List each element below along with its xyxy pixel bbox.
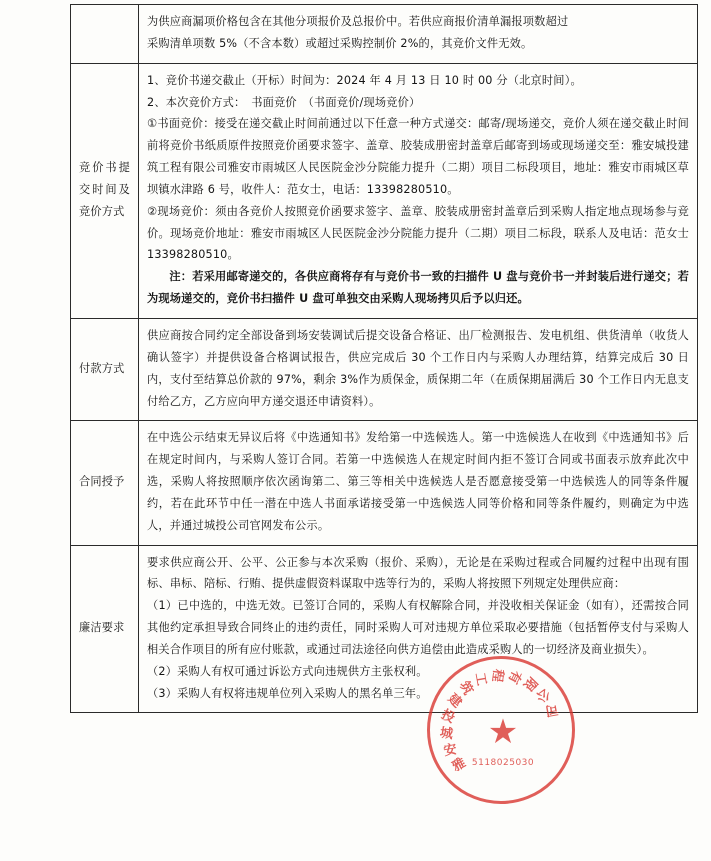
paragraph: （1）已中选的，中选无效。已签订合同的，采购人有权解除合同，并没收相关保证金（如有），还需按合同其他约定承担导致合同终止的违约责任，同时采购人可对违规方单位采取必要措施（包括暂停支付与采购人相关合作项目的所有应付账款，或通过司法途径向供方追偿由此造成采购人的一切经济及商业损失）。	[147, 599, 689, 656]
seal-code: 5118025030	[471, 758, 535, 768]
table-row	[71, 63, 698, 318]
paragraph: ②现场竞价：须由各竞价人按照竞价函要求签字、盖章、胶装成册密封盖章后到采购人指定地点现场参与竞价。现场竞价地址：雅安市雨城区人民医院金沙分院能力提升（二期）项目二标段，联系人及电话：范女士 13398280510。	[147, 204, 689, 262]
paragraph: 2、本次竞价方式： 书面竞价 （书面竞价/现场竞价）	[147, 95, 421, 109]
paragraph: 采购清单项数 5%（不含本数）或超过采购控制价 2%的，其竞价文件无效。	[147, 36, 533, 50]
row-label-continuation	[71, 5, 139, 64]
row-content-continuation	[139, 5, 698, 64]
paragraph: （3）采购人有权将违规单位列入采购人的黑名单三年。	[147, 686, 428, 700]
paragraph: ①书面竞价：接受在递交截止时间前通过以下任意一种方式递交：邮寄/现场递交，竞价人须在递交截止时间前将竞价书纸质原件按照竞价函要求签字、盖章、胶装成册密封盖章后邮寄到场或现场递交至：雅安城投建筑工程有限公司雅安市雨城区人民医院金沙分院能力提升（二期）项目二标段项目，地址：雅安市雨城区草坝镇水津路 6 号，收件人：范女士，电话：13398280510。	[147, 117, 689, 196]
row-label-submission: 竞价书提交时间及竞价方式	[71, 63, 139, 318]
paragraph: 为供应商漏项价格包含在其他分项报价及总报价中。若供应商报价清单漏报项数超过	[147, 15, 569, 28]
paragraph: 要求供应商公开、公平、公正参与本次采购（报价、采购），无论是在采购过程或合同履约过程中出现有围标、串标、陪标、行贿、提供虚假资料谋取中选等行为的，采购人将按照下列规定处理供应商：	[147, 555, 689, 591]
seal-star-icon: ★	[487, 712, 519, 752]
table-row	[71, 318, 698, 420]
row-content-integrity	[139, 545, 698, 713]
table-row	[71, 421, 698, 545]
row-content-payment	[139, 318, 698, 420]
paragraph: 供应商按合同约定全部设备到场安装调试后提交设备合格证、出厂检测报告、发电机组、供货清单（收货人确认签字）并提供设备合格调试报告，供应完成后 30 个工作日内与采购人办理结算，结算完成后 30 日内，支付至结算总价款的 97%，剩余 3%作为质保金，质保期二年（在质保期届满后 30 个工作日内无息支付给乙方，乙方应向甲方递交退还申请资料）。	[147, 328, 689, 408]
row-content-submission	[139, 63, 698, 318]
paragraph: 在中选公示结束无异议后将《中选通知书》发给第一中选候选人。第一中选候选人在收到《中选通知书》后在规定时间内，与采购人签订合同。若第一中选候选人在规定时间内拒不签订合同或书面表示放弃此次中选，采购人将按照顺序依次函询第二、第三等相关中选候选人是否愿意接受第一中选候选人的同等条件履约，若在此环节中任一潜在中选人书面承诺接受第一中选候选人同等价格和同等条件履约，则确定为中选人，并通过城投公司官网发布公示。	[147, 431, 689, 532]
paragraph-note: 注：若采用邮寄递交的，各供应商将存有与竞价书一致的扫描件 U 盘与竞价书一并封装后进行递交；若为现场递交的，竞价书扫描件 U 盘可单独交由采购人现场拷贝后予以归还。	[147, 270, 689, 306]
row-label-award: 合同授予	[71, 421, 139, 545]
contract-terms-table	[70, 4, 698, 713]
seal-org-text-arc: 雅 安 城 投 建 筑 工 程 有 限 公 司	[438, 667, 560, 775]
table-row	[71, 5, 698, 64]
table-row	[71, 545, 698, 713]
row-label-payment: 付款方式	[71, 318, 139, 420]
paragraph: （2）采购人有权可通过诉讼方式向违规供方主张权利。	[147, 664, 428, 678]
paragraph: 1、竞价书递交截止（开标）时间为：2024 年 4 月 13 日 10 时 00 分（北京时间）。	[147, 73, 582, 87]
row-label-integrity: 廉洁要求	[71, 545, 139, 713]
row-content-award	[139, 421, 698, 545]
